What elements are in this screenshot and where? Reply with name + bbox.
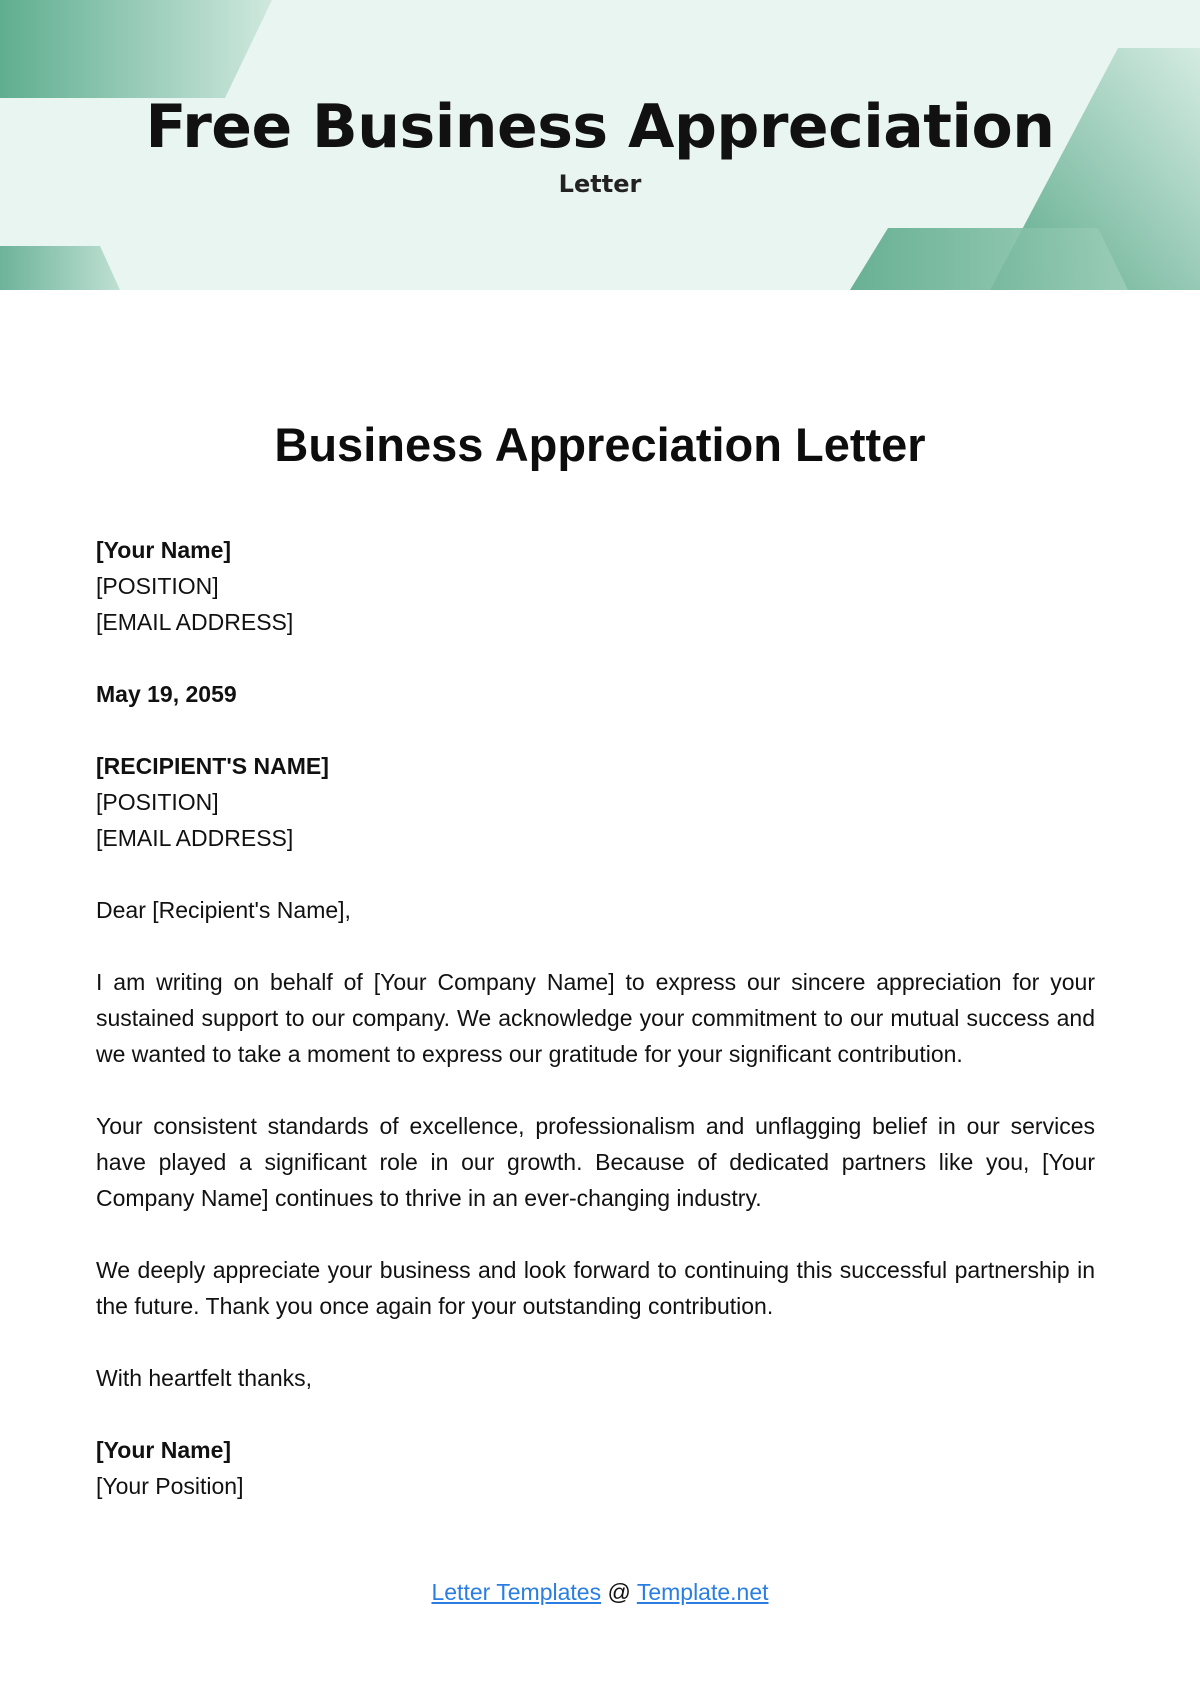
header-banner: [0, 0, 1200, 290]
recipient-email: [EMAIL ADDRESS]: [96, 825, 294, 851]
shape-bottom-right: [850, 228, 1128, 290]
letter-templates-link[interactable]: Letter Templates: [431, 1579, 602, 1605]
footer-separator: @: [607, 1579, 631, 1605]
shape-top-left: [0, 0, 272, 98]
banner-title: Free Business Appreciation: [145, 92, 1055, 162]
paragraph-1: I am writing on behalf of [Your Company Name] to express our sincere appreciation for your sustained support to our company. We acknowledge your commitment to our mutual success and we wanted to take a moment to express our gratitude for your significant contribution.: [96, 969, 1095, 1067]
sender-name: [Your Name]: [96, 537, 232, 563]
signature-position: [Your Position]: [96, 1473, 244, 1499]
paragraph-2: Your consistent standards of excellence, professionalism and unflagging belief in our services have played a significant role in our growth. Because of dedicated partners like you, [Your Company Name] continues to thrive in an ever-changing industry.: [96, 1113, 1095, 1211]
signature-name: [Your Name]: [96, 1437, 232, 1463]
sender-position: [POSITION]: [96, 573, 219, 599]
sender-email: [EMAIL ADDRESS]: [96, 609, 294, 635]
closing: With heartfelt thanks,: [96, 1365, 313, 1391]
recipient-name: [RECIPIENT'S NAME]: [96, 753, 329, 779]
footer: [0, 1574, 1200, 1610]
letter-body: [96, 532, 1095, 1504]
template-net-link[interactable]: Template.net: [636, 1579, 769, 1605]
letter-date: May 19, 2059: [96, 681, 237, 707]
banner-subtitle: Letter: [558, 170, 642, 198]
paragraph-3: We deeply appreciate your business and look forward to continuing this successful partnership in the future. Thank you once again for your outstanding contribution.: [96, 1257, 1095, 1319]
salutation: Dear [Recipient's Name],: [96, 897, 351, 923]
document-title: Business Appreciation Letter: [274, 418, 926, 471]
recipient-position: [POSITION]: [96, 789, 219, 815]
shape-bottom-left: [0, 246, 120, 290]
